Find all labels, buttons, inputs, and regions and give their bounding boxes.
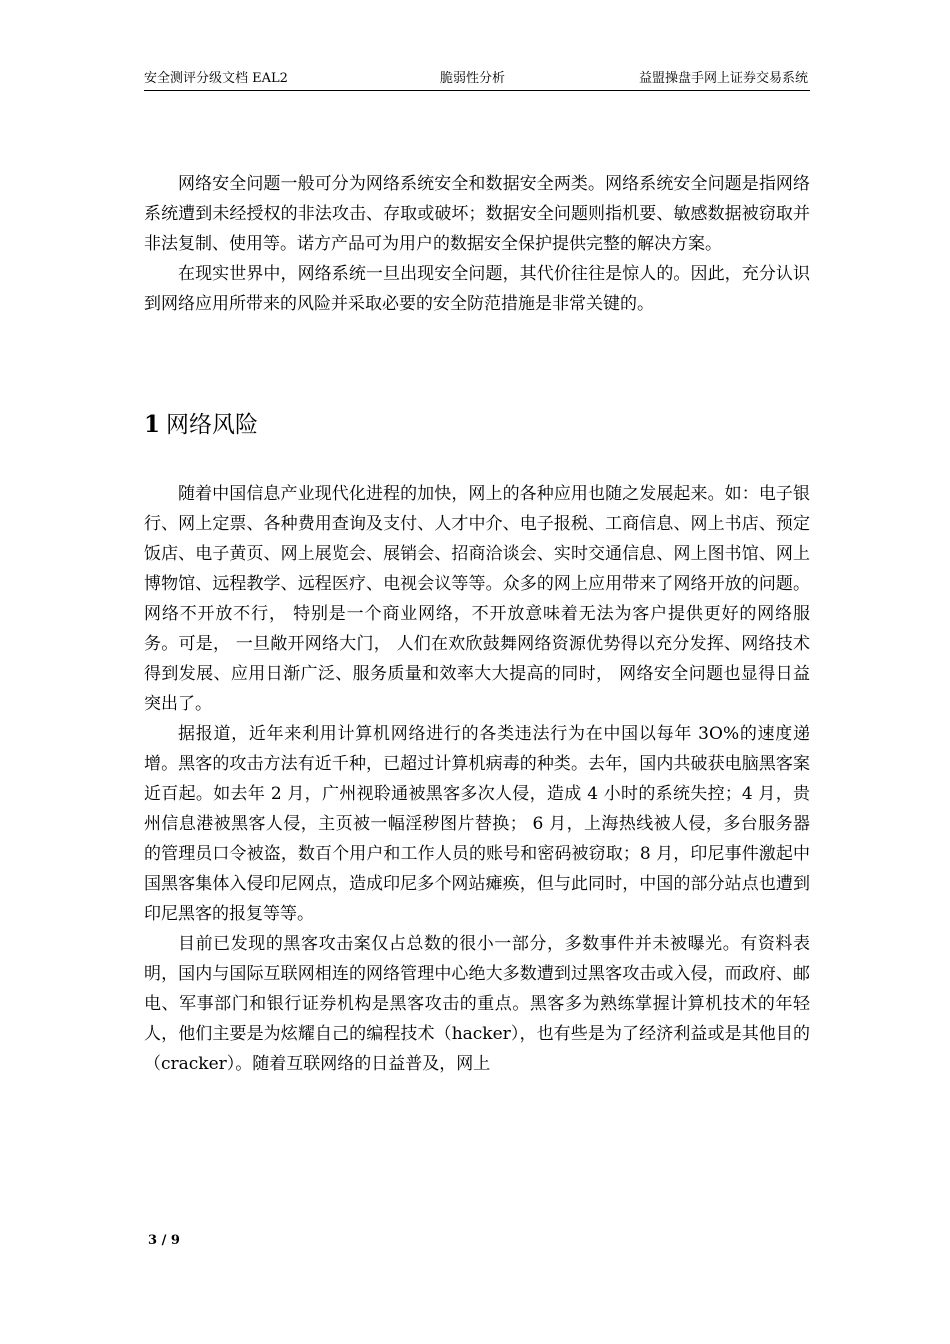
header-chapter-title: 脆弱性分析 [440,71,506,86]
paragraph: 随着中国信息产业现代化进程的加快，网上的各种应用也随之发展起来。如：电子银行、网上定票、各种费用查询及支付、人才中介、电子报税、工商信息、网上书店、预定饭店、电子黄页、网上展览会、展销会、招商洽谈会、实时交通信息、网上图书馆、网上博物馆、远程教学、远程医疗、电视会议等等。众多的网上应用带来了网络开放的问题。网络不开放不行， 特别是一个商业网络，不开放意味着无法为客户提供更好的网络服务。可是， 一旦敞开网络大门， 人们在欢欣鼓舞网络资源优势得以充分发挥、网络技术得到发展、应用日渐广泛、服务质量和效率大大提高的同时， 网络安全问题也显得日益突出了。 [144,484,810,714]
paragraph: 目前已发现的黑客攻击案仅占总数的很小一部分，多数事件并未被曝光。有资料表明，国内与国际互联网相连的网络管理中心绝大多数遭到过黑客攻击或入侵，而政府、邮电、军事部门和银行证券机构是黑客攻击的重点。黑客多为熟练掌握计算机技术的年轻人，他们主要是为炫耀自己的编程技术（hacker），也有些是为了经济利益或是其他目的（cracker）。随着互联网络的日益普及，网上 [144,934,810,1074]
section-title: 网络风险 [166,412,259,438]
paragraph: 在现实世界中，网络系统一旦出现安全问题，其代价往往是惊人的。因此，充分认识到网络应用所带来的风险并采取必要的安全防范措施是非常关键的。 [144,264,810,314]
section-number: 1 [144,411,161,438]
paragraph: 据报道，近年来利用计算机网络进行的各类违法行为在中国以每年 3O%的速度递增。黑客的攻击方法有近千种，已超过计算机病毒的种类。去年，国内共破获电脑黑客案近百起。如去年 2 月，广州视聆通被黑客多次人侵，造成 4 小时的系统失控；4 月，贵州信息港被黑客人侵，主页被一幅淫秽图片替换； 6 月，上海热线被人侵，多台服务器的管理员口令被盗，数百个用户和工作人员的账号和密码被窃取；8 月，印尼事件激起中国黑客集体入侵印尼网点，造成印尼多个网站瘫痪，但与此同时，中国的部分站点也遭到印尼黑客的报复等等。 [144,724,810,924]
section-body [144,479,810,1079]
paragraph: 网络安全问题一般可分为网络系统安全和数据安全两类。网络系统安全问题是指网络系统遭到未经授权的非法攻击、存取或破坏；数据安全问题则指机要、敏感数据被窃取并非法复制、使用等。诺方产品可为用户的数据安全保护提供完整的解决方案。 [144,174,810,254]
header-document-title: 安全测评分级文档 EAL2 [144,71,288,86]
header-system-name: 益盟操盘手网上证券交易系统 [638,71,808,86]
intro-text [144,169,810,319]
section-heading [144,405,258,445]
page-header [144,68,810,91]
page-number: 3 / 9 [148,1233,180,1248]
